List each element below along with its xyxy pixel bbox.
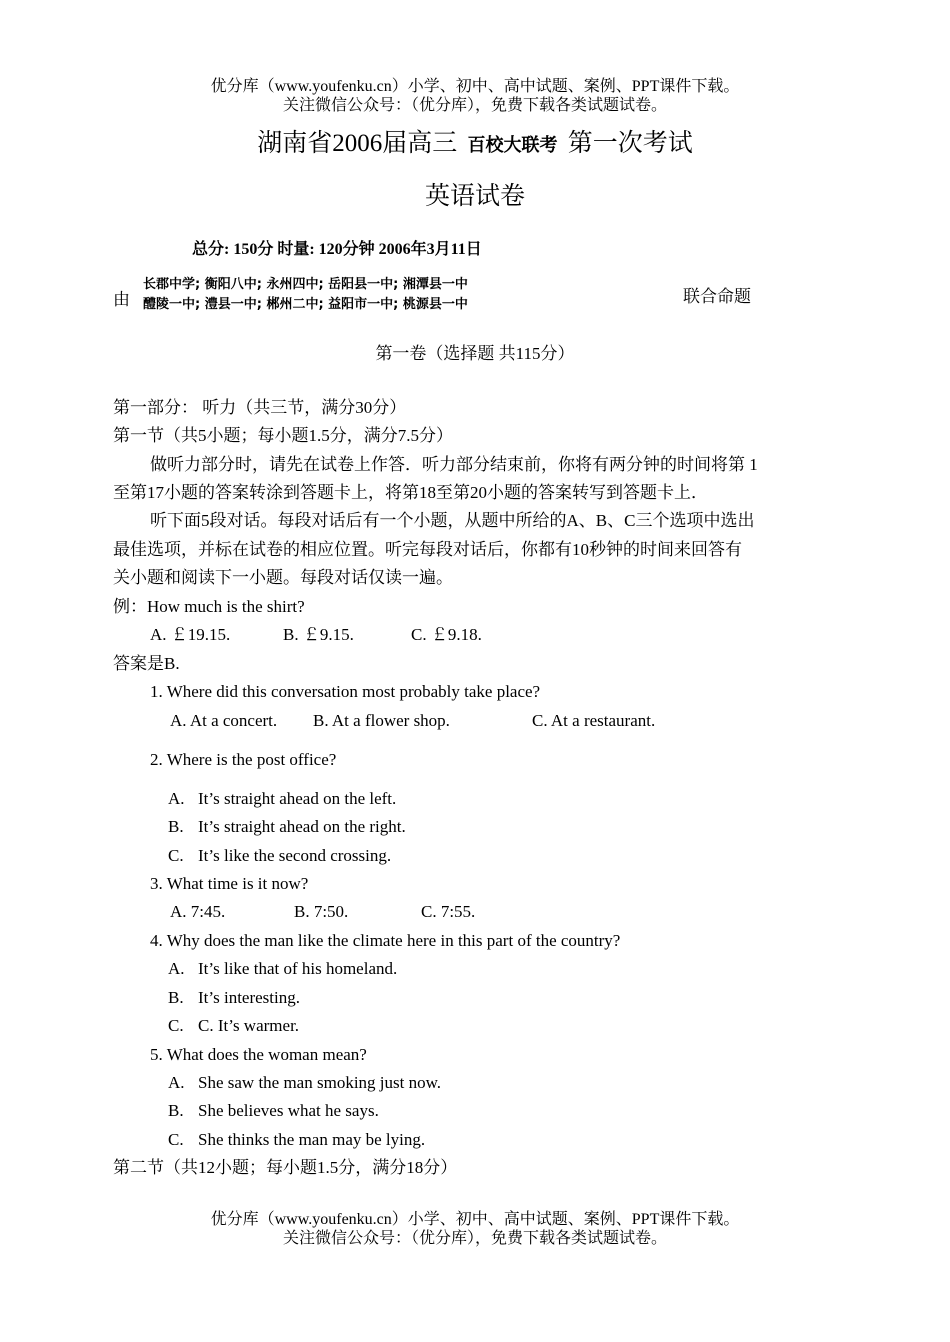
q4-option-b-label: B. — [168, 988, 184, 1007]
q4-option-b — [168, 984, 300, 1013]
q4-option-c-label: C. — [168, 1016, 184, 1035]
q4-option-c — [168, 1012, 299, 1041]
exam-subtitle: 英语试卷 — [424, 183, 525, 210]
q3-option-c: C. 7:55. — [421, 902, 476, 921]
exam-title — [0, 123, 950, 159]
q1-option-c: C. At a restaurant. — [532, 711, 656, 730]
q4-option-a-text: It’s like that of his homeland. — [198, 959, 398, 978]
question-3: 3. What time is it now? — [150, 874, 309, 893]
q5-option-a-text: She saw the man smoking just now. — [198, 1073, 442, 1092]
exam-title-part3: 第一次考试 — [567, 130, 693, 157]
question-5: 5. What does the woman mean? — [150, 1045, 367, 1064]
q5-option-c-text: She thinks the man may be lying. — [198, 1130, 426, 1149]
exam-title-part1: 湖南省2006届高三 — [257, 130, 458, 157]
q5-option-c — [168, 1126, 425, 1155]
instruction-2b: 最佳选项，并标在试卷的相应位置。听完每段对话后，你都有10秒钟的时间来回答有 — [113, 540, 742, 559]
q2-option-b-label: B. — [168, 817, 184, 836]
q3-option-a: A. 7:45. — [170, 902, 226, 921]
volume-title: 第一卷（选择题 共115分） — [375, 344, 575, 363]
q2-option-c-text: It’s like the second crossing. — [198, 846, 392, 865]
exam-title-part2: 百校大联考 — [467, 135, 558, 156]
schools-row-2: 醴陵一中; 澧县一中; 郴州二中; 益阳市一中; 桃源县一中 — [143, 297, 468, 312]
header-wechat-line: 关注微信公众号：（优分库），免费下载各类试题试卷。 — [282, 97, 667, 114]
q2-option-b — [168, 813, 406, 842]
q2-option-a-label: A. — [168, 789, 185, 808]
q4-option-b-text: It’s interesting. — [198, 988, 300, 1007]
q2-option-a — [168, 785, 396, 814]
q5-option-a-label: A. — [168, 1073, 185, 1092]
q5-option-c-label: C. — [168, 1130, 184, 1149]
instruction-1a: 做听力部分时，请先在试卷上作答．听力部分结束前，你将有两分钟的时间将第 1 — [150, 455, 758, 474]
q1-option-b: B. At a flower shop. — [313, 711, 450, 730]
q4-option-c-text: C. It’s warmer. — [198, 1016, 300, 1035]
question-1: 1. Where did this conversation most probably take place? — [150, 682, 541, 701]
q5-option-b-text: She believes what he says. — [198, 1101, 379, 1120]
example-option-c: C. ￡9.18. — [411, 625, 482, 644]
instruction-1b: 至第17小题的答案转涂到答题卡上，将第18至第20小题的答案转写到答题卡上． — [113, 483, 708, 502]
q5-option-a — [168, 1069, 441, 1098]
part1-heading: 第一部分： 听力（共三节，满分30分） — [113, 398, 407, 417]
instruction-2c: 关小题和阅读下一小题。每段对话仅读一遍。 — [113, 568, 453, 587]
section1-heading: 第一节（共5小题；每小题1.5分，满分7.5分） — [113, 426, 453, 445]
q4-option-a-label: A. — [168, 959, 185, 978]
q2-option-c — [168, 842, 391, 871]
exam-meta: 总分: 150分 时量: 120分钟 2006年3月11日 — [192, 241, 482, 258]
q4-option-a — [168, 955, 397, 984]
footer-promo-line: 优分库（www.youfenku.cn）小学、初中、高中试题、案例、PPT课件下载。 — [210, 1211, 740, 1228]
schools-suffix: 联合命题 — [683, 287, 751, 306]
q1-option-a: A. At a concert. — [170, 711, 278, 730]
question-4: 4. Why does the man like the climate here in this part of the country? — [150, 931, 621, 950]
example-question: 例：How much is the shirt? — [113, 597, 305, 616]
schools-row-1: 长郡中学; 衡阳八中; 永州四中; 岳阳县一中; 湘潭县一中 — [143, 277, 468, 292]
q2-option-c-label: C. — [168, 846, 184, 865]
q3-option-b: B. 7:50. — [294, 902, 349, 921]
q5-option-b — [168, 1097, 379, 1126]
section2-heading: 第二节（共12小题；每小题1.5分，满分18分） — [113, 1158, 458, 1177]
instruction-2a: 听下面5段对话。每段对话后有一个小题，从题中所给的A、B、C三个选项中选出 — [150, 511, 755, 530]
schools-prefix: 由 — [113, 290, 130, 309]
header-promo-line: 优分库（www.youfenku.cn）小学、初中、高中试题、案例、PPT课件下载。 — [210, 78, 740, 95]
q5-option-b-label: B. — [168, 1101, 184, 1120]
example-option-b: B. ￡9.15. — [283, 625, 354, 644]
q2-option-a-text: It’s straight ahead on the left. — [198, 789, 397, 808]
q2-option-b-text: It’s straight ahead on the right. — [198, 817, 406, 836]
footer-wechat-line: 关注微信公众号：（优分库），免费下载各类试题试卷。 — [282, 1230, 667, 1247]
example-option-a: A. ￡19.15. — [150, 625, 231, 644]
example-answer: 答案是B. — [113, 654, 180, 673]
question-2: 2. Where is the post office? — [150, 750, 337, 769]
